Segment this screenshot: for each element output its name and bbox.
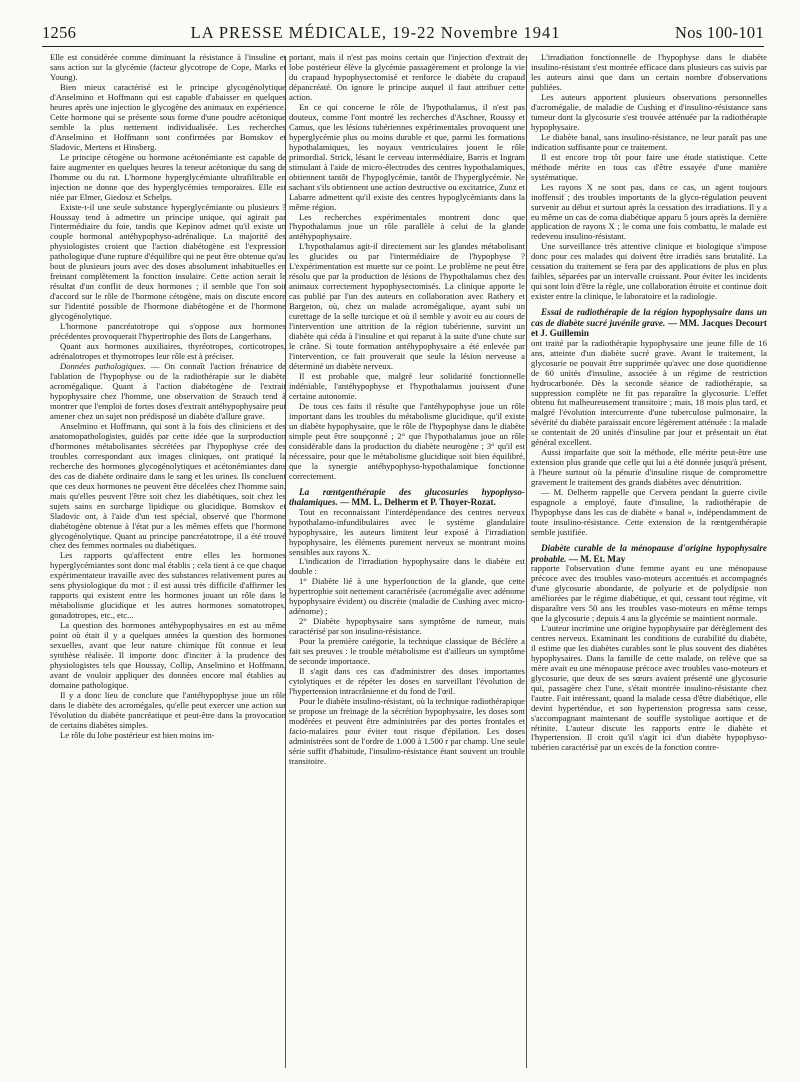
- paragraph: Il est probable que, malgré leur solidarité fonctionnelle indéniable, l'antéhypophyse et l'hypothalamus jouissent d'une certaine autonomie.: [289, 371, 525, 401]
- paragraph: Il y a donc lieu de conclure que l'antéhypophyse joue un rôle dans le diabète des acromégales, qu'elle peut exercer une action sur l'évolution du diabète pancréatique et peut-être dans la provocation de certains diabètes simples.: [50, 690, 286, 730]
- paragraph: Les auteurs apportent plusieurs observations personnelles d'acromégalie, de maladie de Cushing et d'insulino-résistance sans tumeur dont la glycosurie s'est trouvée atténuée par la radiothérapie hypophysaire.: [531, 91, 767, 132]
- paragraph: Pour la première catégorie, la technique classique de Béclère a fait ses preuves : le trouble métabolisme est d'ailleurs un symptôme de seconde importance.: [289, 636, 525, 667]
- section-heading: [531, 543, 767, 564]
- paragraph: L'hypothalamus agit-il directement sur les glandes métabolisant les glucides ou par l'intermédiaire de l'hypophyse ? L'expérimentation est muette sur ce point. Le problème ne peut être résolu que par la production de lésions de l'hypothalamus chez des animaux correctement hypophysectomisés. La clinique apporte le cas publié par l'un des auteurs en collaboration avec Rathery et Bargeton, où, chez un malade acromégalique, ayant subi un curettage de la selle turcique et où il semble y avoir eu au cours de l'intervention une attrition de la région tubérienne, survint un diabète qui céda à l'insuline et qui reparut à la suite d'une chute sur le crâne. Si toute formation antéhypophysaire a été enlevée par l'intervention, ce fait prouverait que seule la lésion nerveuse a déterminé un diabète nerveux.: [289, 241, 525, 372]
- paragraph: Bien mieux caractérisé est le principe glycogénolytique d'Anselmino et Hoffmann qui est capable d'abaisser en quelques heures après une injection le glycogène des animaux en expérience. Cette hormone qui se présente sous forme d'une poudre acétonique semble la plus nettement individualisée. Les recherches d'Anselmino et Hoffmann sont confirmées par Bomskov et Sladovic, Mertens et Hinsberg.: [50, 81, 286, 152]
- section-title: Essai de radiothérapie de la région hypophysaire dans un cas de diabète sucré juvénile grave.: [531, 307, 767, 328]
- paragraph: — M. Delherm rappelle que Cervera pendant la guerre civile espagnole a employé, faute d'insuline, la radiothérapie de l'hypophyse dans les cas de diabète « banal », indépendamment de toute insulino-résistance. Cette extension de la rœntgenthérapie semble justifiée.: [531, 487, 767, 538]
- section-heading: [531, 307, 767, 338]
- paragraph-text: — On connaît l'action frénatrice de l'ablation de l'hypophyse ou de la radiothérapie sur le diabète acromégalique. Quant à l'action diabétogène de l'extrait hypophysaire chez l'homme, une observation de Strauch tend à montrer que l'emploi de fortes doses d'extrait antéhypophysaire peut amener chez un sujet non prédisposé un diabète d'allure grave.: [50, 361, 286, 421]
- paragraph: Quant aux hormones auxiliaires, thyréotropes, corticotropes, adrénalotropes et thymotropes leur rôle est à préciser.: [50, 341, 286, 362]
- paragraph: Existe-t-il une seule substance hyperglycémiante ou plusieurs ? Houssay tend à admettre un principe unique, qui agirait par l'intermédiaire du foie, tandis que Kepinov admet qu'il existe un couple hormonal antéhypophyso-adrénalique. La majorité des physiologistes croient que l'action diabétogène est l'expression pathologique d'une rupture d'équilibre qui ne peut être obtenue qu'au bout de plusieurs jours avec des doses absolument inhabituelles en freinant complètement la fonction insulaire. Cette action serait le résultat d'un conflit de deux hormones ; il semble que l'on soit d'accord sur le rôle de l'hormone cétogène, mais on discute encore sur l'identité possible de l'hormone diabétogène et de l'hormone glycogénolytique.: [50, 201, 286, 322]
- paragraph: L'hormone pancréatotrope qui s'oppose aux hormones précédentes provoquerait l'hypertrophie des îlots de Langerhans.: [50, 321, 286, 342]
- paragraph: L'auteur incrimine une origine hypophysaire par dérèglement des centres nerveux. Examinant les conditions de curabilité du diabète, il estime que les diabètes curables sont le plus souvent des diabètes hypophysaires. Dans la famille de cette malade, on relève que sa mère avait eu une ménopause précoce avec troubles vaso-moteurs et glycosurie, que deux de ses sœurs avaient présenté une glycosurie qui, passagère chez l'une, s'était montrée insulino-résistante chez l'autre. Fait intéressant, quand la malade cessa d'être diabétique, elle devint hyperténdue, et son hypertension progressa sans cesse, s'accompagnant maintenant de souffle systolique aortique et de rétinite. L'auteur discute les rapports entre le diabète et l'hypertension. Il croit qu'il s'agit ici d'un diabète hypophyso-tubérien caractérisé par un excès de la fonction contre-: [531, 622, 767, 753]
- paragraph: Les rayons X ne sont pas, dans ce cas, un agent toujours inoffensif ; des troubles importants de la glyco-régulation peuvent survenir au début et surtout après la cessation des irradiations. Il y a eu même un cas de coma diabétique apparu 5 jours après la dernière application de rayons X ; le coma une fois combattu, le malade est redevenu insulino-résistant.: [531, 181, 767, 242]
- paragraph: Les rapports qu'affectent entre elles les hormones hyperglycémiantes sont donc mal établis ; cela tient à ce que chaque expérimentateur travaille avec des substances relativement pures au sens physiologique du mot : il est aussi très difficile d'affirmer les rapports qui existent entre les hormones jouant un rôle dans le métabolisme glucidique et les autres hormones somatotropes, gonadotropes, etc., etc...: [50, 550, 286, 621]
- paragraph: La question des hormones antéhypophysaires en est au même point où était il y a quelques années la question des hormones sexuelles, avant que leur nature chimique fût connue et leur synthèse réalisée. Il importe donc d'inciter à la prudence des physiologistes tels que Houssay, Collip, Anselmino et Hoffmann, avant de vouloir appliquer des données encore mal établies au domaine pathologique.: [50, 620, 286, 691]
- paragraph: Les recherches expérimentales montrent donc que l'hypothalamus joue un rôle parallèle à celui de la glande antéhypophysaire.: [289, 211, 525, 242]
- paragraph: Tout en reconnaissant l'interdépendance des centres nerveux hypothalamo-infundibulaires avec le système glandulaire hypophysaire, les auteurs limitent leur exposé à l'irradiation hypophysaire, les éléments purement nerveux se montrant moins sensibles aux rayons X.: [289, 506, 525, 557]
- paragraph: Il est encore trop tôt pour faire une étude statistique. Cette méthode mérite en tous cas d'être essayée d'une manière systématique.: [531, 151, 767, 182]
- paragraph: L'irradiation fonctionnelle de l'hypophyse dans le diabète insulino-résistant s'est montrée efficace dans plusieurs cas suivis par les auteurs ainsi que dans un certain nombre d'observations publiées.: [531, 53, 767, 92]
- paragraph: 2° Diabète hypophysaire sans symptôme de tumeur, mais caractérisé par son insulino-résistance.: [289, 616, 525, 637]
- paragraph: Anselmino et Hoffmann, qui sont à la fois des cliniciens et des anatomopathologistes, guidés par cette idée que la surproduction d'hormones métabolisantes sécrétées par l'hypophyse crée des troubles correspondant aux images cliniques, ont pratiqué la recherche des hormones glycogénolytiques et acétonémiantes dans des cas de diabète ordinaire dans le sang et les urines. Ils concluent que ces deux hormones ne peuvent être décelées chez l'homme sain, mais qu'elles peuvent l'être soit chez les diabétiques, soit chez les sujets sains en surcharge lipidique ou glucidique. Bomskov et Sladovic ont, à l'aide d'un test spécial, observé que l'hormone diabétogène obtenue à l'état pur a les mêmes effets que l'hormone glycogénolytique. Quant au principe pancréatotrope, il a été trouvé chez des femmes normales ou diabétiques.: [50, 420, 286, 551]
- section-authors: — MM. L. Delherm et P. Thoyer-Rozat.: [337, 497, 496, 508]
- paragraph: De tous ces faits il résulte que l'antéhypophyse joue un rôle important dans les troubles du métabolisme glucidique, qu'il existe un diabète hypophysaire, que le rôle de l'hypophyse dans le diabète simple peut être soupçonné ; 2° que l'hypothalamus joue un rôle considérable dans la production du diabète neurogène ; 3° qu'il est nécessaire, pour que le métabolisme glucidique soit bien équilibré, que la synergie antéhypophyso-hypothalamique fonctionne correctement.: [289, 400, 525, 481]
- paragraph: Le rôle du lobe postérieur est bien moins im-: [60, 729, 215, 740]
- paragraph: 1° Diabète lié à une hyperfonction de la glande, que cette hypertrophie soit nettement caractérisée (acromégalie avec adénome hypophysaire évident) ou discrète (maladie de Cushing avec micro-adénome) ;: [289, 576, 525, 617]
- page-header: [42, 20, 764, 46]
- section-title: Diabète curable de la ménopause d'origine hypophysaire probable.: [531, 543, 767, 564]
- header-rule: [42, 46, 764, 47]
- section-title: La rœntgenthérapie des glucosuries hypophyso-thalamiques.: [289, 486, 525, 508]
- text-column-3: [531, 53, 767, 1071]
- section-heading: [289, 487, 525, 508]
- section-paragraph: [50, 362, 286, 422]
- text-column-2: [289, 53, 525, 1071]
- page-number: 1256: [42, 23, 77, 42]
- paragraph: portant, mais il n'est pas moins certain que l'injection d'extrait de lobe postérieur élève la glycémie passagèrement et prolonge la vie du crapaud hypophysectomisé et renforce le diabète du crapaud dépancréaté. On ignore le principe auquel il faut attribuer cette action.: [289, 53, 525, 102]
- paragraph: Une surveillance très attentive clinique et biologique s'impose donc pour ces malades qui doivent être irradiés sans brutalité. La cessation du traitement se fera par des applications de plus en plus faibles, séparées par un intervalle croissant. Pour éviter les incidents qui sont loin d'être la règle, une collaboration étroite et continue doit exister entre la clinique, le laboratoire et la radiologie.: [531, 241, 767, 302]
- section-authors: — M. Et. May: [566, 553, 626, 564]
- paragraph: Pour le diabète insulino-résistant, où la technique radiothérapique se propose un freinage de la sécrétion hypophysaire, les doses sont modérées et peuvent être administrées par des portes frontales et facio-malaires pour éviter tout risque d'épilation. Les doses administrées sont de l'ordre de 1.000 à 1.500 r par champ. Une seule série suffit d'habitude, l'insulino-résistance étant souvent un trouble transitoire.: [289, 696, 525, 766]
- section-authors: — MM. Jacques Decourt et J. Guillemin: [531, 317, 767, 339]
- paragraph: L'indication de l'irradiation hypophysaire dans le diabète est double :: [289, 556, 525, 577]
- issue-number: Nos 100-101: [674, 23, 764, 42]
- paragraph: ont traité par la radiothérapie hypophysaire une jeune fille de 16 ans, atteinte d'un diabète sucré grave. Avant le traitement, la glycosurie ne pouvait être supprimée qu'avec une dose quotidienne de 60 unités d'insuline, associée à un régime de restriction hydrocarbonée. Dès la seconde séance de radiothérapie, sa suppression complète ne fit pas reparaître la glycosurie. L'effet obtenu fut malheureusement transitoire ; mais, 18 mois plus tard, et malgré l'évolution intercurrente d'une tuberculose pulmonaire, la sévérité du diabète paraissait encore légèrement atténuée : la malade se contentait de 20 unités d'insuline par jour et présentait un état général excellent.: [531, 337, 767, 448]
- paragraph: En ce qui concerne le rôle de l'hypothalamus, il n'est pas douteux, comme l'ont montré les recherches d'Aschner, Roussy et Camus, que les lésions tubériennes expérimentales provoquent une hyperglycémie plus ou moins durable et que, parmi les formations hypothalamiques, les noyaux ventriculaires jouent le rôle primordial. Strick, lésant le cerveau intermédiaire, Barris et Ingram stimulant à l'aide de micro-électrodes des centres hypothalamiques, obtiennent tantôt de l'hypoglycémie, tantôt de l'hyperglycémie. Ne sachant s'ils obtiennent une action destructive ou excitatrice, Zunz et Labarre admettent qu'il existe des centres hypoglycémiants dans la même région.: [289, 101, 525, 212]
- column-divider: [526, 56, 527, 1068]
- paragraph: Le principe cétogène ou hormone acétonémiante est capable de faire augmenter en quelques heures la teneur acétonique du sang de l'homme ou du rat. L'hormone hyperglycémiante ultrafiltrable en injection ne donne que des hyperglycémies temporaires. Elle est niée par Elmer, Giedosz et Schelps.: [50, 151, 286, 202]
- paragraph: Le diabète banal, sans insulino-résistance, ne leur paraît pas une indication suffisante pour ce traitement.: [531, 131, 767, 152]
- paragraph: Elle est considérée comme diminuant la résistance à l'insuline et sans action sur la glycémie (facteur glycotrope de Cope, Marks et Young).: [50, 53, 286, 82]
- publication-title: LA PRESSE MÉDICALE, 19-22 Novembre 1941: [190, 23, 561, 42]
- text-column-1: [50, 53, 286, 1071]
- paragraph: Aussi imparfaite que soit la méthode, elle mérite peut-être une extension plus grande que celle qui lui a été donnée jusqu'à présent, à l'heure surtout où la pénurie d'insuline risque de compromettre gravement le traitement des grands diabètes avec dénutrition.: [531, 447, 767, 488]
- paragraph: rapporte l'observation d'une femme ayant eu une ménopause précoce avec des troubles vaso-moteurs accentués et accompagnés d'une glycosurie abondante, de polyurie et de polydipsie non améliorées par le régime diabétique, et qui, cessant tout régime, vit disparaître vers 50 ans les troubles vaso-moteurs en même temps que la glycosurie ; depuis 4 ans la glycémie se maintient normale.: [531, 563, 767, 623]
- paragraph: Il s'agit dans ces cas d'administrer des doses importantes cytolytiques et de répéter les doses en surveillant l'évolution de l'hypertension intracrânienne et du fond de l'œil.: [289, 666, 525, 697]
- subsection-heading: Données pathologiques.: [60, 361, 146, 372]
